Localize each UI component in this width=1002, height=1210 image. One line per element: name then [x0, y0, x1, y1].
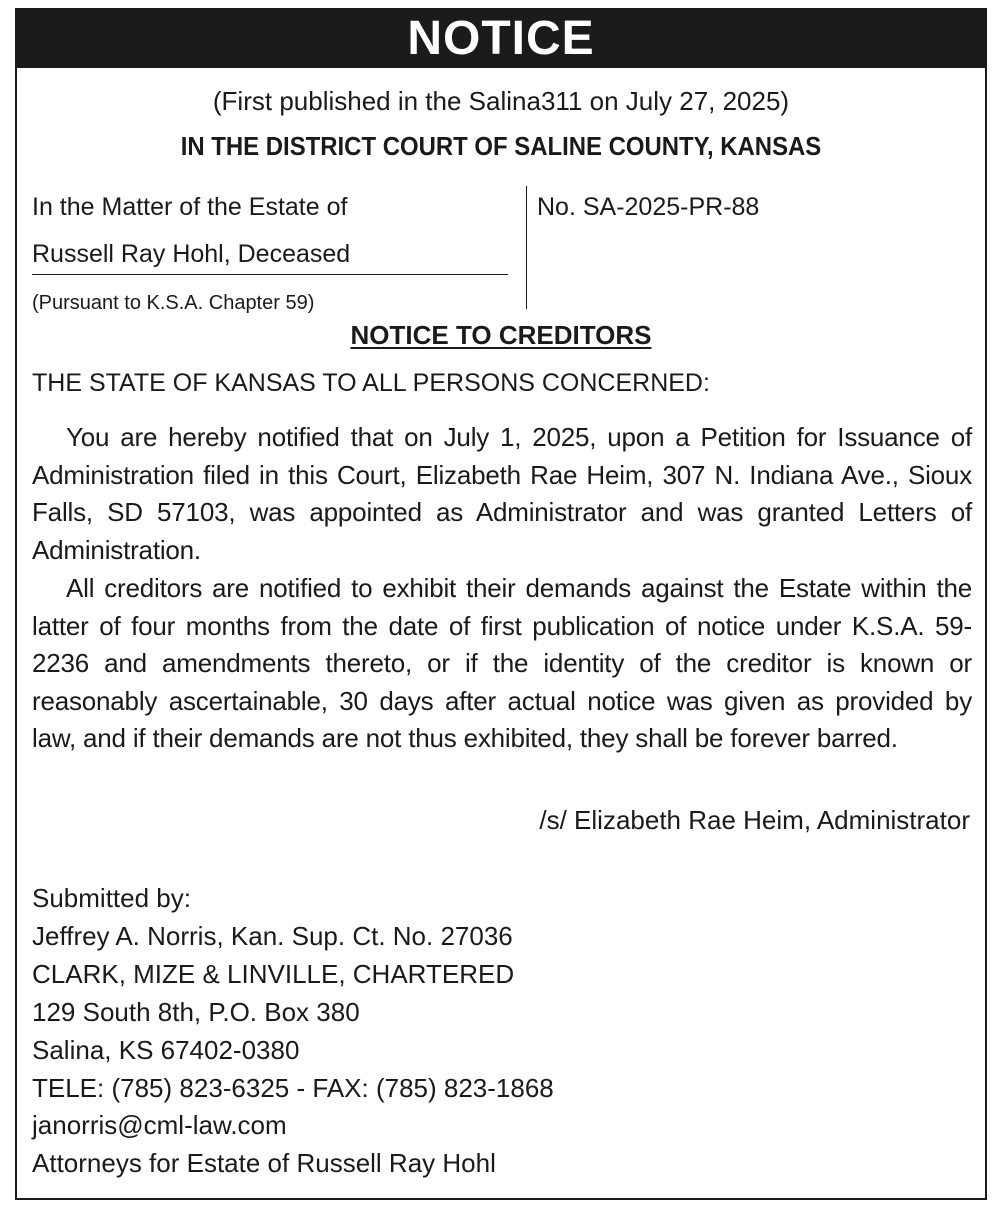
- estate-matter-line: In the Matter of the Estate of: [32, 193, 348, 221]
- notice-subtitle-text: NOTICE TO CREDITORS: [350, 320, 652, 350]
- attorney-email: janorris@cml-law.com: [32, 1110, 287, 1141]
- administrator-signature: /s/ Elizabeth Rae Heim, Administrator: [539, 805, 970, 835]
- caption-underline: [32, 274, 508, 275]
- case-number: No. SA-2025-PR-88: [537, 193, 760, 221]
- attorney-name: Jeffrey A. Norris, Kan. Sup. Ct. No. 27036: [32, 920, 513, 951]
- firm-address-line1: 129 South 8th, P.O. Box 380: [32, 996, 360, 1027]
- notice-paragraph-appointment: You are hereby notified that on July 1, 2025, upon a Petition for Issuance of Administration filed in this Court, Elizabeth Rae Heim, 307 N. Indiana Ave., Sioux Falls, SD 57103, was appointed as Administrator and was granted Letters of Administration.: [32, 422, 972, 565]
- decedent-name-line: Russell Ray Hohl, Deceased: [32, 240, 351, 268]
- pursuant-statute: (Pursuant to K.S.A. Chapter 59): [32, 292, 315, 314]
- attorney-role: Attorneys for Estate of Russell Ray Hohl: [32, 1148, 496, 1179]
- firm-phone-fax: TELE: (785) 823-6325 - FAX: (785) 823-1868: [32, 1072, 554, 1103]
- caption-divider: [526, 186, 527, 309]
- salutation: THE STATE OF KANSAS TO ALL PERSONS CONCERNED:: [32, 369, 710, 397]
- court-heading: IN THE DISTRICT COURT OF SALINE COUNTY, KANSAS: [180, 131, 822, 161]
- submitted-by-block: [32, 880, 554, 1183]
- law-firm: CLARK, MIZE & LINVILLE, CHARTERED: [32, 958, 515, 989]
- notice-frame: [15, 8, 987, 1200]
- submitted-by-label: Submitted by:: [32, 883, 191, 913]
- firm-address-line2: Salina, KS 67402-0380: [32, 1034, 300, 1065]
- notice-banner: NOTICE: [17, 10, 985, 68]
- notice-subtitle: [17, 320, 985, 350]
- first-published-line: (First published in the Salina311 on July 27, 2025): [212, 86, 790, 116]
- notice-paragraph-creditors: All creditors are notified to exhibit their demands against the Estate within the latter of four months from the date of first publication of notice under K.S.A. 59-2236 and amendments thereto, or if the identity of the creditor is known or reasonably ascertainable, 30 days after actual notice was given as provided by law, and if their demands are not thus exhibited, they shall be forever barred.: [32, 573, 972, 754]
